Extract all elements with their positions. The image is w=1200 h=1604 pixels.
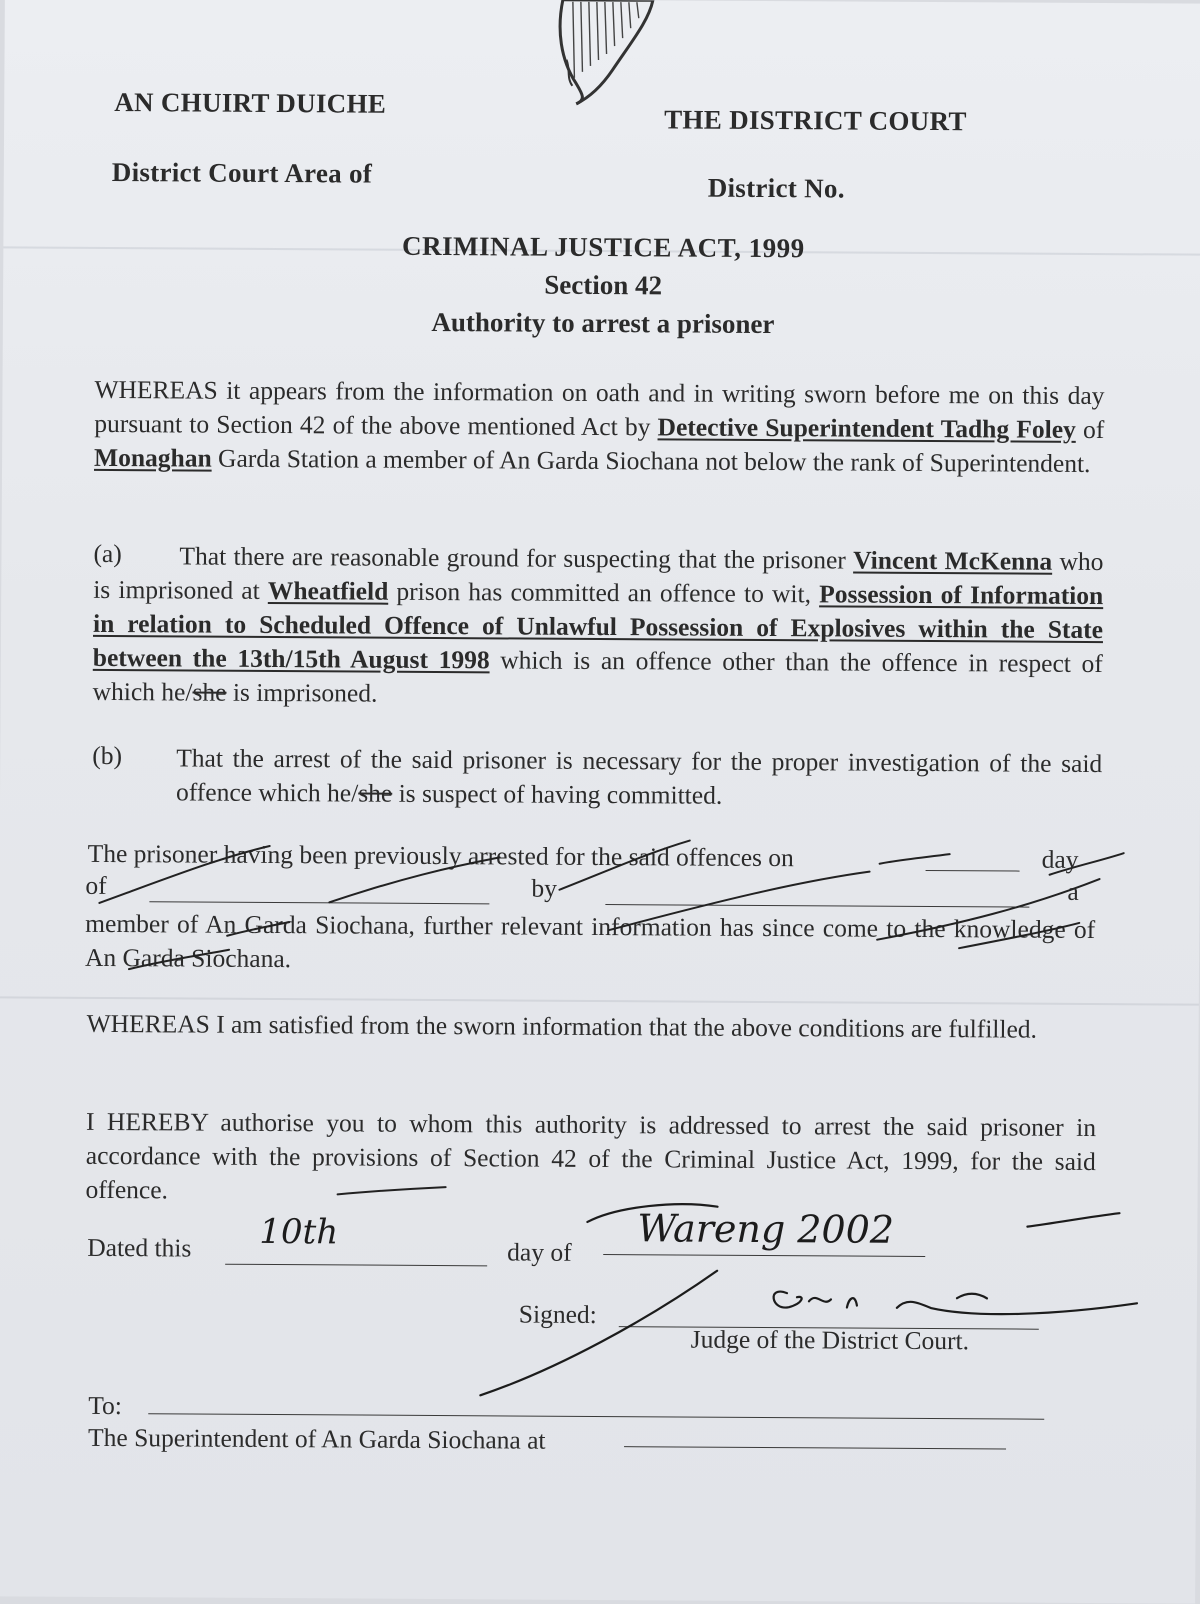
previous-arrest-by-label: by (531, 873, 558, 903)
previous-arrest-line1: The prisoner having been previously arrested for the said offences on (87, 838, 794, 873)
previous-arrest-day-label: day (1041, 844, 1079, 874)
prison-name: Wheatfield (267, 575, 389, 606)
to-label: To: (88, 1390, 123, 1421)
court-title-irish: AN CHUIRT DUICHE (114, 87, 387, 119)
garda-station-name: Monaghan (93, 442, 212, 473)
clause-b-label: (b) (92, 740, 123, 771)
dated-month-handwritten: Wareng 2002 (637, 1206, 895, 1252)
dated-day-handwritten: 10th (259, 1211, 339, 1253)
clause-text: That the arrest of the said prisoner is necessary for the proper investigation of the said offence which he/ (175, 743, 1103, 808)
signed-label: Signed: (518, 1299, 597, 1329)
clause-text: who is imprisoned at (93, 546, 1104, 605)
clause-text: is suspect of having committed. (392, 778, 723, 810)
court-title-english: THE DISTRICT COURT (664, 104, 967, 137)
act-title: CRIMINAL JUSTICE ACT, 1999 (402, 230, 805, 264)
authorisation-paragraph: I HEREBY authorise you to whom this authority is addressed to arrest the said prisoner in accordance with the provisions of Section 42 of the Criminal Justice Act, 1999, for the said offence. (85, 1106, 1097, 1205)
previous-arrest-line3: member of An Garda Siochana, further relevant information has since come to the knowledge of An Garda Siochana. (84, 908, 1096, 974)
previous-arrest-a-label: a (1067, 876, 1079, 906)
clause-text: prison has committed an offence to wit, (388, 576, 820, 609)
struck-pronoun: she (358, 778, 393, 808)
judge-role-label: Judge of the District Court. (690, 1324, 970, 1356)
clause-text: is imprisoned. (226, 677, 378, 708)
district-number-label: District No. (707, 172, 845, 204)
clause-text: which is an offence other than the offence in respect of which he/ (92, 645, 1103, 707)
whereas-satisfied-paragraph: WHEREAS I am satisfied from the sworn information that the above conditions are fulfilled. (86, 1008, 1038, 1044)
document-heading: Authority to arrest a prisoner (431, 306, 775, 340)
clause-text: That there are reasonable ground for suspecting that the prisoner (179, 541, 854, 575)
judge-signature (480, 1203, 1137, 1399)
offence-description: Possession of Information in relation to Scheduled Offence of Unlawful Possession of Explosives within the State between the 13th/15th August 1998 (92, 579, 1104, 675)
section-title: Section 42 (544, 269, 663, 301)
strike-through-lines (98, 837, 1124, 1199)
whereas-text: of (1075, 414, 1105, 445)
superintendent-label: The Superintendent of An Garda Siochana at (88, 1422, 546, 1455)
previous-arrest-of-label: of (85, 870, 107, 900)
whereas-text: WHEREAS it appears from the information on oath and in writing sworn before me on this day pursuant to Section 42 of the above mentioned Act by (94, 374, 1105, 442)
day-of-label: day of (507, 1237, 572, 1267)
struck-pronoun: she (192, 677, 227, 707)
whereas-text: Garda Station a member of An Garda Siochana not below the rank of Superintendent. (211, 443, 1091, 478)
clause-a-label: (a) (93, 538, 122, 569)
officer-name: Detective Superintendent Tadhg Foley (657, 412, 1076, 444)
dated-label: Dated this (87, 1232, 192, 1263)
prisoner-name: Vincent McKenna (853, 545, 1053, 576)
district-court-area-label: District Court Area of (111, 157, 373, 189)
